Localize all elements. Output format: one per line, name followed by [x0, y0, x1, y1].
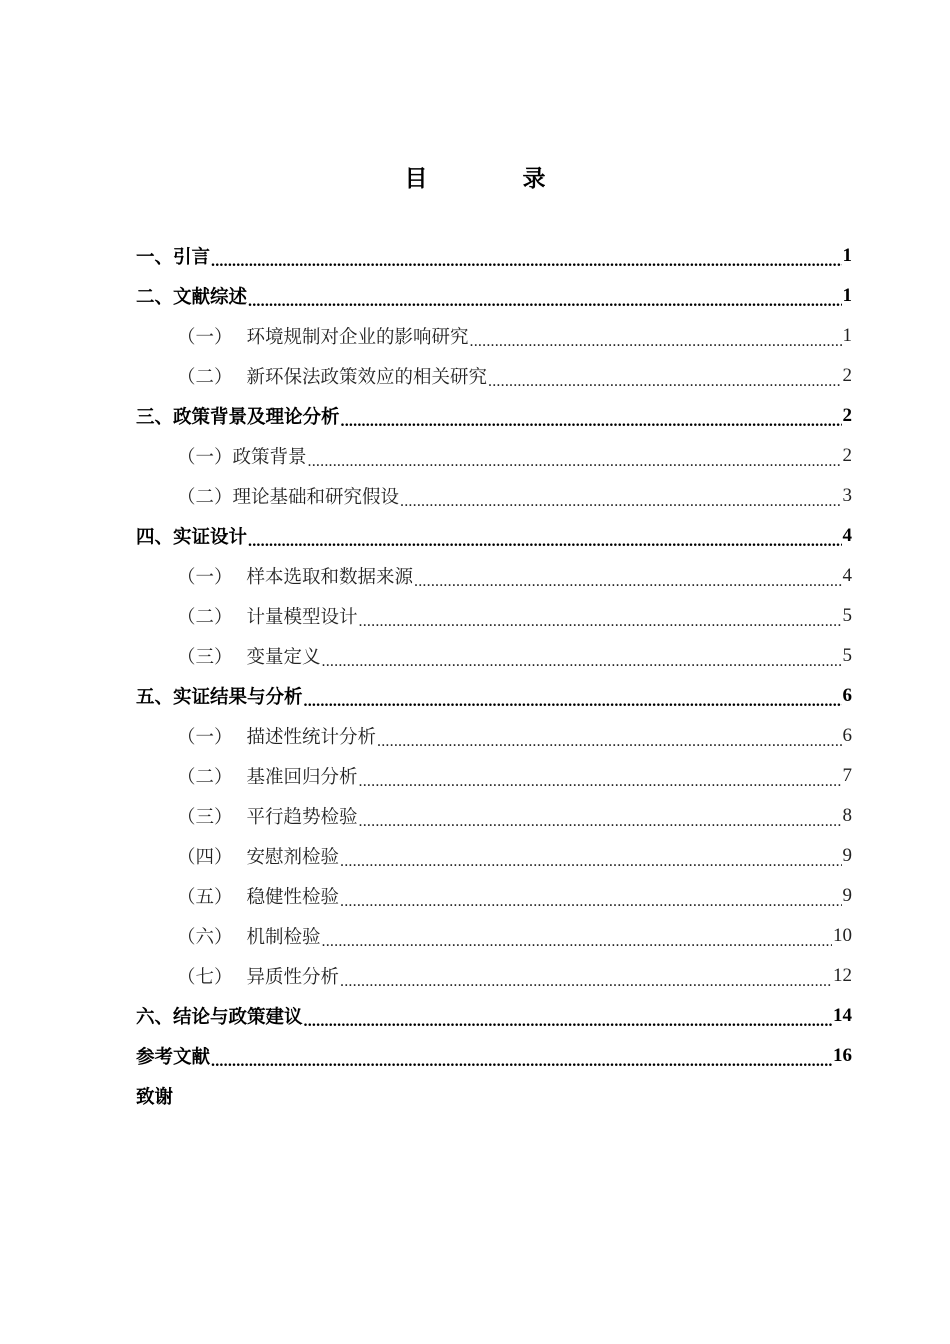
toc-page-number: 4: [842, 565, 852, 586]
page-title: [0, 160, 950, 193]
toc-entry-label: [136, 1043, 210, 1069]
toc-dot-leader: [488, 368, 841, 396]
toc-entry-text: 理论基础和研究假设: [232, 487, 400, 508]
toc-dot-leader: [248, 288, 841, 316]
toc-entry-number: （二）: [177, 767, 233, 788]
toc-entry-label: [136, 1083, 173, 1109]
toc-dot-leader: [308, 448, 842, 476]
toc-entry-text: 一、引言: [136, 247, 211, 268]
toc-dot-leader: [322, 928, 832, 956]
toc-page-number: 9: [842, 885, 852, 906]
title-char-2: 录: [522, 166, 546, 192]
toc-entry-text: 样本选取和数据来源: [246, 567, 414, 588]
toc-entry-text: 环境规制对企业的影响研究: [246, 327, 469, 348]
toc-entry-text: 政策背景: [232, 447, 307, 468]
toc-entry-text: 异质性分析: [246, 967, 340, 988]
toc-page-number: 10: [833, 925, 852, 946]
toc-entry[interactable]: [136, 316, 852, 356]
toc-dot-leader: [359, 608, 842, 636]
toc-page-number: 12: [833, 965, 852, 986]
toc-dot-leader: [377, 728, 841, 756]
toc-dot-leader: [248, 528, 841, 556]
toc-page-number: 5: [842, 605, 852, 626]
toc-entry[interactable]: [136, 356, 852, 396]
toc-entry[interactable]: [136, 756, 852, 796]
toc-entry[interactable]: [136, 636, 852, 676]
toc-page-number: 16: [833, 1045, 852, 1066]
toc-dot-leader: [414, 568, 841, 596]
toc-dot-leader: [211, 1048, 832, 1076]
toc-entry-number: （三）: [177, 647, 233, 668]
toc-entry-label: [177, 963, 339, 989]
toc-entry-number: （七）: [177, 967, 233, 988]
toc-page-number: 8: [842, 805, 852, 826]
toc-entry-text: 四、实证设计: [136, 527, 248, 548]
toc-entry-label: [177, 483, 399, 509]
toc-entry[interactable]: [136, 516, 852, 556]
toc-entry-label: [177, 563, 413, 589]
toc-page-number: 7: [842, 765, 852, 786]
toc-entry-number: （四）: [177, 847, 233, 868]
toc-entry[interactable]: [136, 1036, 852, 1076]
toc-page-number: 2: [842, 445, 852, 466]
toc-entry-text: 新环保法政策效应的相关研究: [246, 367, 488, 388]
toc-entry-text: 参考文献: [136, 1047, 211, 1068]
toc-entry[interactable]: [136, 956, 852, 996]
toc-entry-label: [136, 683, 303, 709]
toc-entry-label: [136, 403, 340, 429]
toc-page-number: 2: [842, 405, 852, 426]
toc-entry[interactable]: [136, 436, 852, 476]
toc-entry-number: （一）: [177, 727, 233, 748]
toc-entry-label: [177, 363, 487, 389]
toc-entry-label: [177, 923, 321, 949]
toc-entry-label: [136, 283, 247, 309]
toc-entry[interactable]: [136, 476, 852, 516]
toc-page-number: 3: [842, 485, 852, 506]
toc-entry[interactable]: [136, 1076, 852, 1116]
toc-entry-text: 基准回归分析: [246, 767, 358, 788]
toc-page-number: 1: [842, 325, 852, 346]
toc-entry-label: [177, 603, 358, 629]
toc-page-number: 6: [842, 725, 852, 746]
toc-entry-text: 描述性统计分析: [246, 727, 377, 748]
toc-entry-text: 变量定义: [246, 647, 321, 668]
toc-entry-number: （一）: [177, 327, 233, 348]
toc-entry-label: [136, 523, 247, 549]
toc-page-number: 5: [842, 645, 852, 666]
toc-entry-label: [177, 883, 339, 909]
toc-page-number: 14: [833, 1005, 852, 1026]
toc-page-number: 6: [842, 685, 852, 706]
toc-entry-number: （一）: [177, 567, 233, 588]
toc-entry-label: [177, 843, 339, 869]
toc-entry-text: 计量模型设计: [246, 607, 358, 628]
toc-entry-number: （一）: [177, 447, 233, 468]
toc-dot-leader: [211, 248, 841, 276]
toc-entry[interactable]: [136, 396, 852, 436]
toc-dot-leader: [400, 488, 841, 516]
toc-dot-leader: [340, 968, 832, 996]
toc-entry-number: （六）: [177, 927, 233, 948]
title-char-1: 目: [404, 166, 428, 192]
toc-dot-leader: [341, 408, 842, 436]
toc-entry[interactable]: [136, 796, 852, 836]
toc-entry-label: [177, 763, 358, 789]
toc-entry-text: 二、文献综述: [136, 287, 248, 308]
toc-entry-number: （三）: [177, 807, 233, 828]
toc-entry-label: [136, 1003, 303, 1029]
toc-entry[interactable]: [136, 676, 852, 716]
toc-entry-number: （五）: [177, 887, 233, 908]
toc-page-number: 1: [842, 285, 852, 306]
toc-entry-number: （二）: [177, 607, 233, 628]
toc-entry[interactable]: [136, 556, 852, 596]
toc-entry-text: 致谢: [136, 1087, 174, 1108]
toc-dot-leader: [470, 328, 842, 356]
toc-page-number: 2: [842, 365, 852, 386]
toc-entry[interactable]: [136, 876, 852, 916]
toc-entry-label: [177, 803, 358, 829]
toc-entry-label: [177, 723, 376, 749]
toc-page-number: 1: [842, 245, 852, 266]
toc-entry-number: （二）: [177, 487, 233, 508]
toc-dot-leader: [359, 768, 842, 796]
toc-entry-label: [177, 323, 469, 349]
toc-entry[interactable]: [136, 836, 852, 876]
toc-entry[interactable]: [136, 596, 852, 636]
toc-entry[interactable]: [136, 996, 852, 1036]
toc-entry-number: （二）: [177, 367, 233, 388]
toc-dot-leader: [322, 648, 842, 676]
table-of-contents: [136, 236, 852, 1116]
toc-dot-leader: [304, 1008, 832, 1036]
toc-entry-text: 安慰剂检验: [246, 847, 340, 868]
toc-entry-text: 平行趋势检验: [246, 807, 358, 828]
toc-dot-leader: [304, 688, 842, 716]
toc-dot-leader: [340, 848, 841, 876]
toc-dot-leader: [359, 808, 842, 836]
toc-entry-text: 五、实证结果与分析: [136, 687, 303, 708]
toc-entry-text: 六、结论与政策建议: [136, 1007, 303, 1028]
toc-page-number: 4: [842, 525, 852, 546]
toc-entry-label: [177, 443, 307, 469]
toc-entry-text: 机制检验: [246, 927, 321, 948]
toc-entry-text: 稳健性检验: [246, 887, 340, 908]
toc-entry-label: [177, 643, 321, 669]
toc-entry[interactable]: [136, 716, 852, 756]
toc-entry[interactable]: [136, 916, 852, 956]
toc-dot-leader: [340, 888, 841, 916]
toc-entry-text: 三、政策背景及理论分析: [136, 407, 340, 428]
toc-entry-label: [136, 243, 210, 269]
toc-entry[interactable]: [136, 276, 852, 316]
toc-page-number: 9: [842, 845, 852, 866]
toc-entry[interactable]: [136, 236, 852, 276]
